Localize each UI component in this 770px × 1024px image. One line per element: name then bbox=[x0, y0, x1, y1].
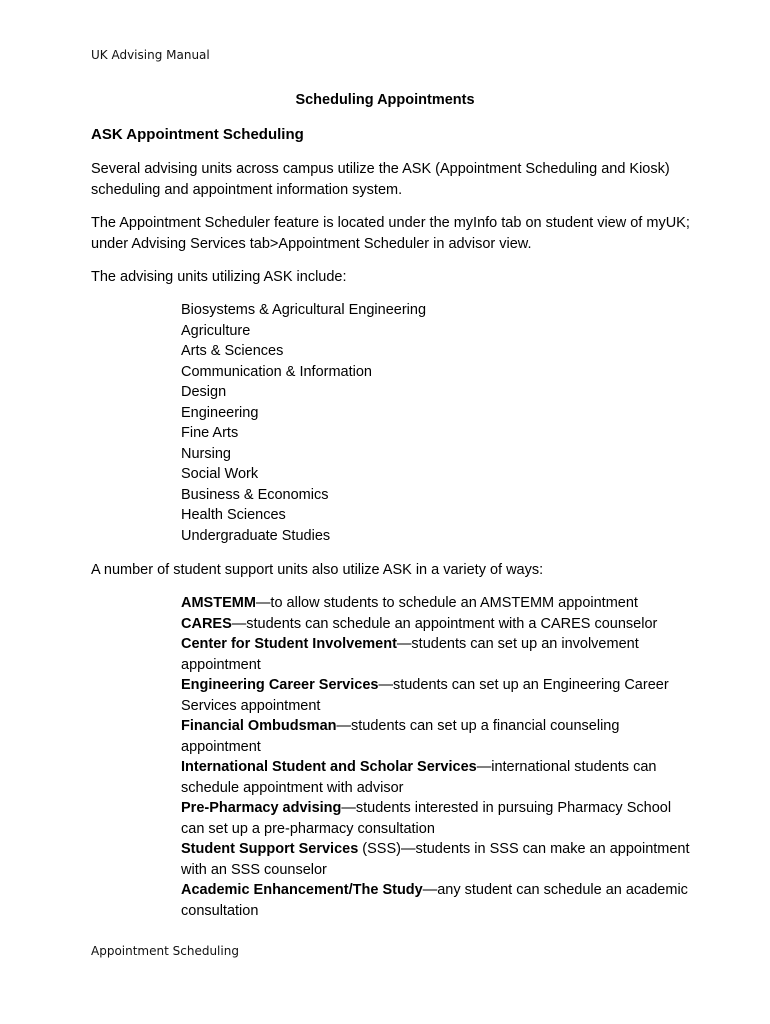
support-unit-item bbox=[181, 614, 691, 635]
support-unit-description: —students can set up a financial counseling appointment bbox=[181, 718, 620, 755]
support-unit-name: Academic Enhancement/The Study bbox=[181, 882, 423, 898]
intro-paragraph: Several advising units across campus utilize the ASK (Appointment Scheduling and Kiosk) scheduling and appointment information system. bbox=[91, 161, 670, 198]
support-unit-item bbox=[181, 757, 691, 798]
support-unit-name: CARES bbox=[181, 615, 232, 632]
support-unit-item bbox=[181, 798, 691, 839]
advising-unit-item: Agriculture bbox=[181, 322, 251, 339]
support-unit-item bbox=[181, 880, 691, 921]
support-unit-suffix: (SSS) bbox=[358, 841, 401, 857]
location-paragraph: The Appointment Scheduler feature is located under the myInfo tab on student view of myUK; under Advising Services tab>Appointment Scheduler in advisor view. bbox=[91, 215, 690, 252]
advising-unit-item: Health Sciences bbox=[181, 507, 286, 523]
advising-units-list bbox=[181, 300, 426, 546]
support-unit-name: Engineering Career Services bbox=[181, 677, 379, 693]
advising-unit-item: Nursing bbox=[181, 445, 231, 462]
units-intro-paragraph: The advising units utilizing ASK include: bbox=[91, 269, 347, 285]
section-heading: ASK Appointment Scheduling bbox=[91, 126, 304, 143]
support-unit-name: Center for Student Involvement bbox=[181, 636, 397, 652]
support-unit-description: —students interested in pursuing Pharmacy School can set up a pre-pharmacy consultation bbox=[181, 800, 672, 837]
support-unit-name: International Student and Scholar Services bbox=[181, 759, 477, 775]
advising-unit-item: Communication & Information bbox=[181, 363, 372, 380]
support-unit-item bbox=[181, 634, 691, 675]
support-unit-description: —students can schedule an appointment with a CARES counselor bbox=[231, 615, 658, 632]
support-unit-description: —international students can schedule appointment with advisor bbox=[181, 759, 657, 796]
support-units-list bbox=[181, 593, 691, 921]
support-unit-item bbox=[181, 839, 691, 880]
advising-unit-item: Fine Arts bbox=[181, 425, 239, 441]
advising-unit-item: Social Work bbox=[181, 466, 259, 482]
support-unit-item bbox=[181, 675, 691, 716]
support-unit-item bbox=[181, 716, 691, 757]
page-footer: Appointment Scheduling bbox=[91, 944, 239, 958]
advising-unit-item: Undergraduate Studies bbox=[181, 527, 331, 544]
support-unit-name: Financial Ombudsman bbox=[181, 718, 337, 734]
support-unit-description: —students in SSS can make an appointment with an SSS counselor bbox=[181, 841, 690, 878]
support-unit-item bbox=[181, 593, 691, 614]
support-unit-description: —any student can schedule an academic consultation bbox=[181, 882, 688, 919]
support-intro-paragraph: A number of student support units also utilize ASK in a variety of ways: bbox=[91, 562, 544, 578]
advising-unit-item: Business & Economics bbox=[181, 486, 329, 503]
support-unit-name: Pre-Pharmacy advising bbox=[181, 800, 342, 816]
support-unit-description: —to allow students to schedule an AMSTEMM appointment bbox=[255, 595, 638, 611]
advising-unit-item: Design bbox=[181, 384, 227, 400]
support-unit-name: Student Support Services bbox=[181, 841, 359, 857]
advising-unit-item: Engineering bbox=[181, 404, 259, 421]
advising-unit-item: Arts & Sciences bbox=[181, 343, 284, 359]
page-header: UK Advising Manual bbox=[91, 48, 210, 62]
advising-unit-item: Biosystems & Agricultural Engineering bbox=[181, 302, 427, 318]
support-unit-description: —students can set up an Engineering Career Services appointment bbox=[181, 677, 669, 714]
support-unit-description: —students can set up an involvement appointment bbox=[181, 636, 639, 673]
support-unit-name: AMSTEMM bbox=[181, 595, 256, 611]
page-title: Scheduling Appointments bbox=[295, 92, 475, 108]
